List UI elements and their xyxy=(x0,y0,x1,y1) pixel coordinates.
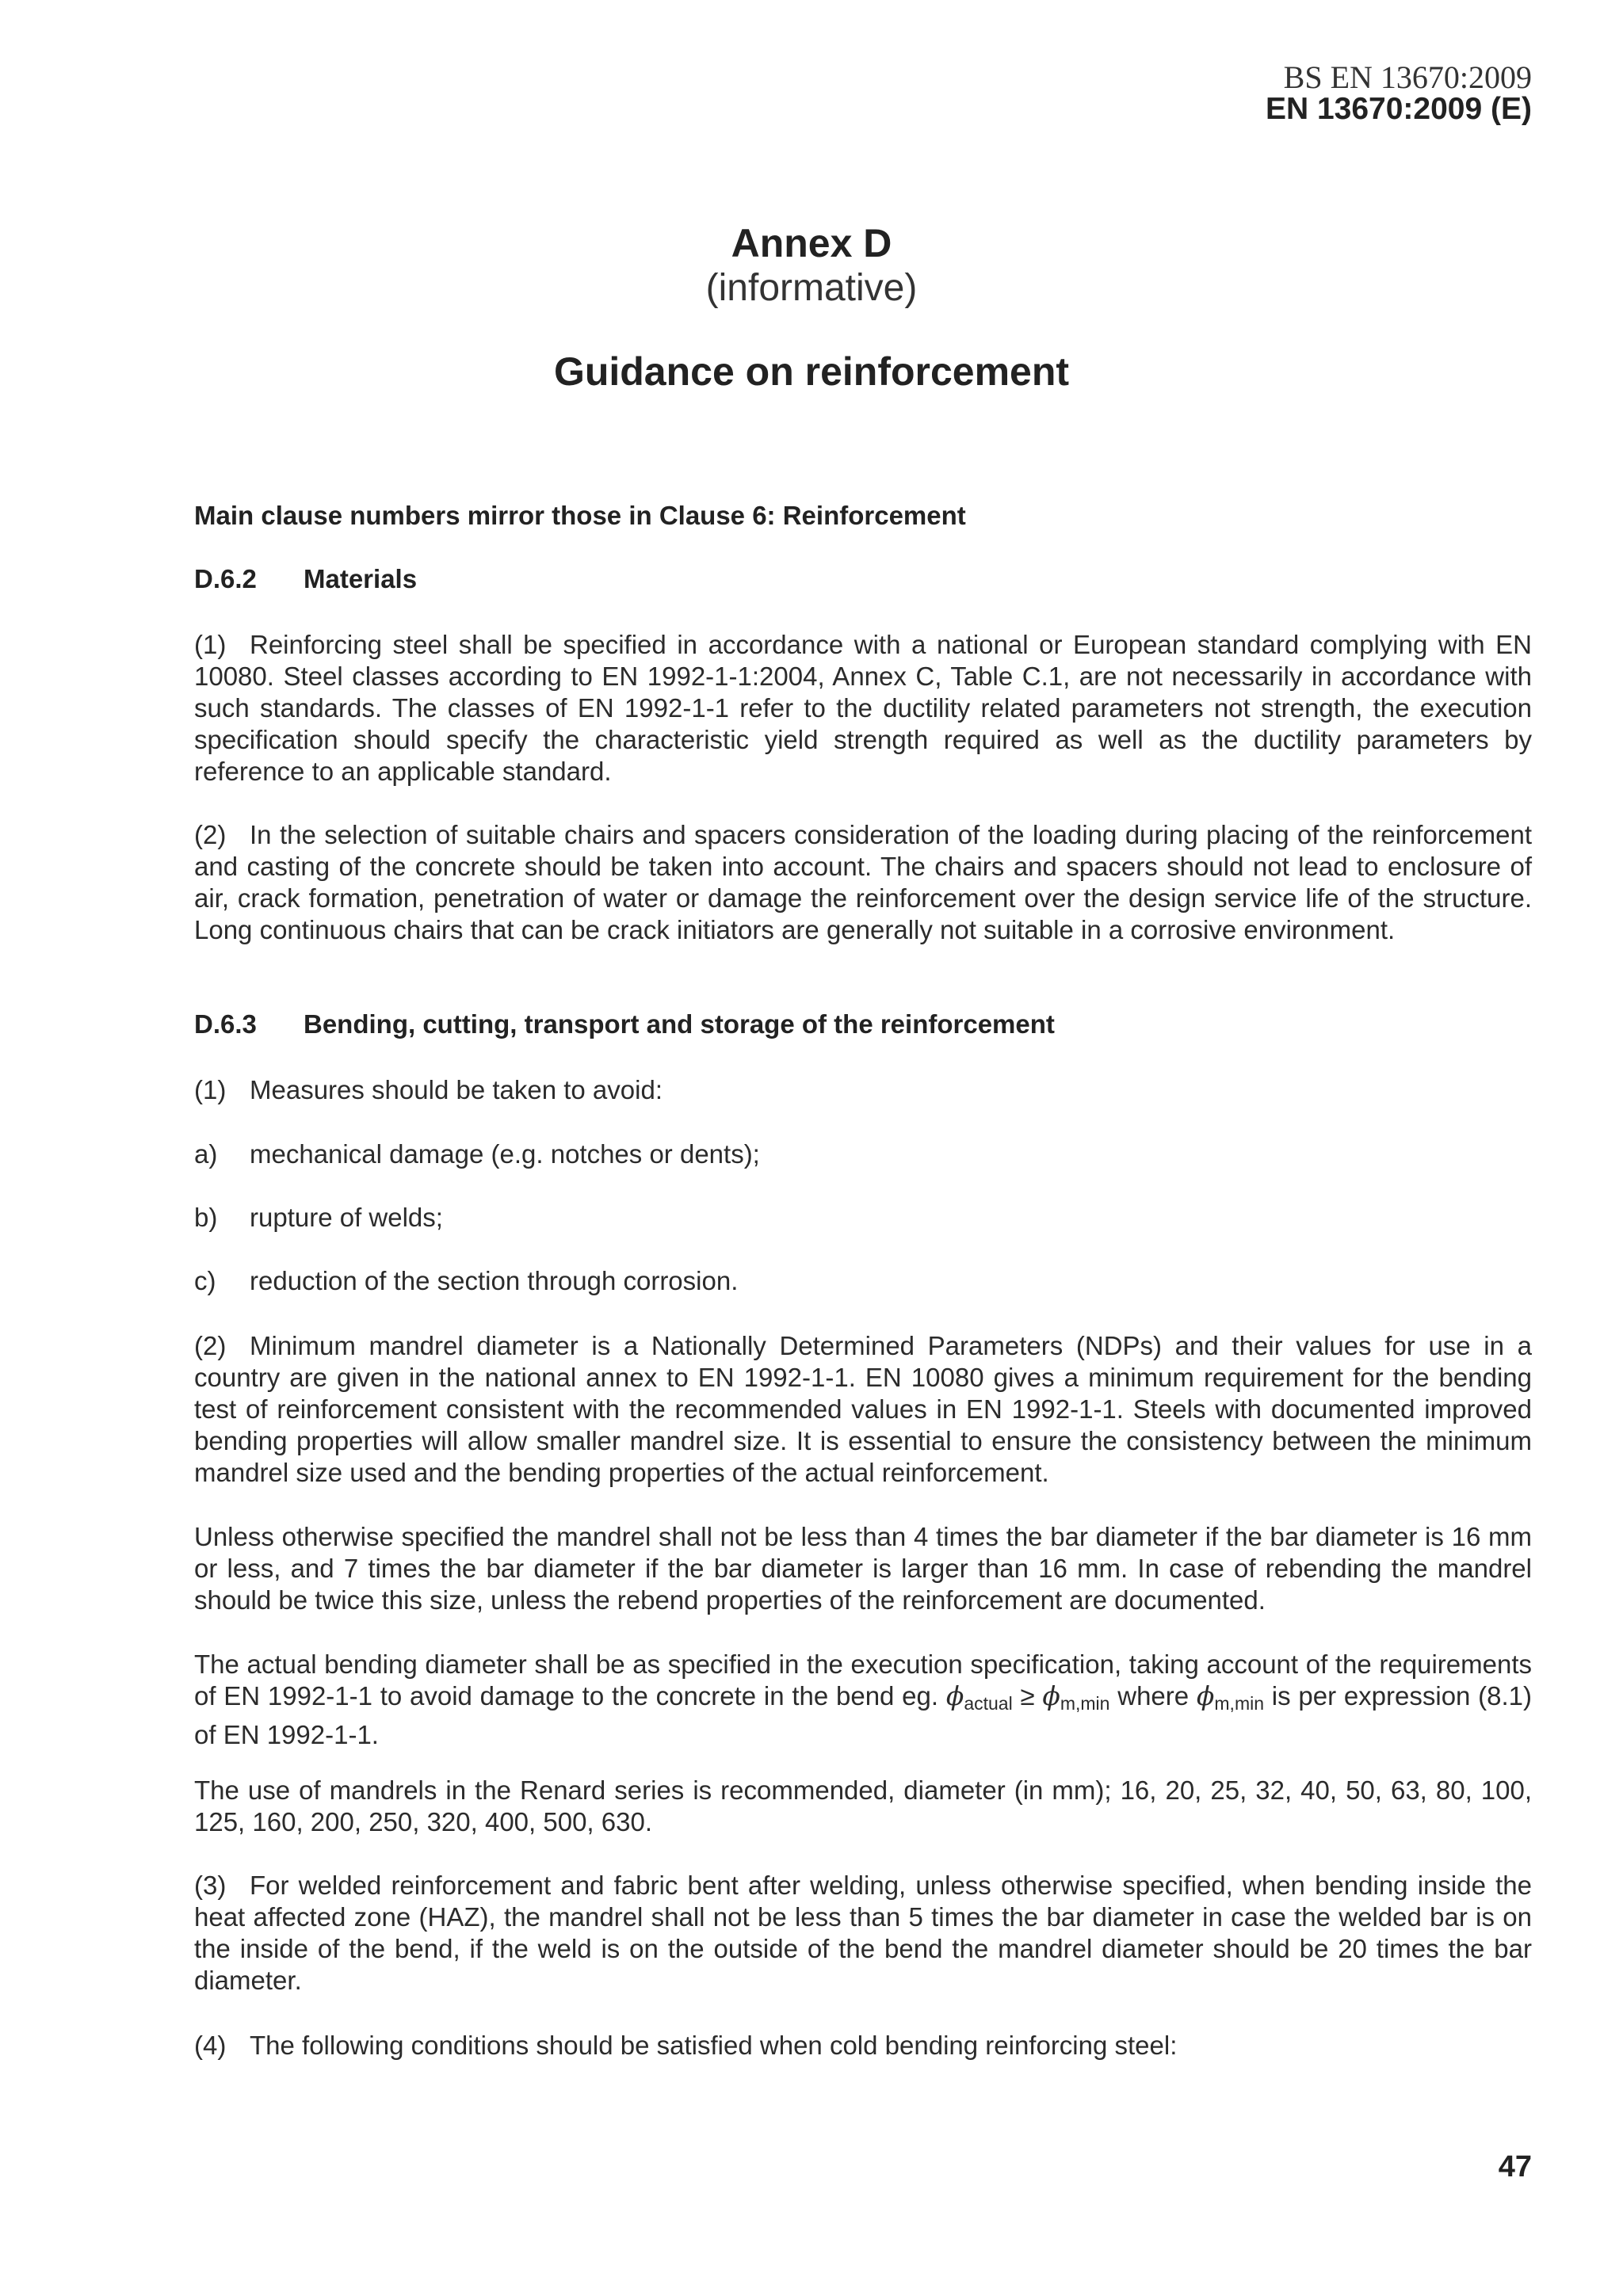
section-heading-d62 xyxy=(194,564,417,594)
section-title: Bending, cutting, transport and storage of the reinforcement xyxy=(304,1009,1055,1039)
paragraph-d63-renard: The use of mandrels in the Renard series is recommended, diameter (in mm); 16, 20, 25, 32, 40, 50, 63, 80, 100, 125, 160, 200, 250, 320, 400, 500, 630. xyxy=(194,1775,1532,1836)
en-standard-code: EN 13670:2009 (E) xyxy=(1265,92,1532,126)
paragraph-text: where xyxy=(1117,1681,1190,1711)
intro-heading: Main clause numbers mirror those in Clause 6: Reinforcement xyxy=(194,501,966,530)
phi-symbol: ϕ xyxy=(1196,1680,1215,1711)
paragraph-text: Measures should be taken to avoid: xyxy=(250,1075,663,1104)
paragraph-text: Minimum mandrel diameter is a Nationally Determined Parameters (NDPs) and their values for use in a country are given in the national annex to EN 1992-1-1. EN 10080 gives a minimum requirement for the bending test of reinforcement consistent with the recommended values in EN 1992-1-1. Steels with documented improved bending properties will allow smaller mandrel size. It is essential to ensure the consistency between the minimum mandrel size used and the bending properties of the actual reinforcement. xyxy=(194,1331,1532,1487)
paragraph-number: (1) xyxy=(194,630,227,659)
paragraph-text: The following conditions should be satisfied when cold bending reinforcing steel: xyxy=(250,2031,1178,2060)
subscript: m,min xyxy=(1214,1693,1265,1714)
ge-symbol: ≥ xyxy=(1020,1681,1035,1711)
subscript: m,min xyxy=(1060,1693,1110,1714)
list-label: c) xyxy=(194,1266,216,1295)
list-text: rupture of welds; xyxy=(250,1203,443,1232)
paragraph-d63-4 xyxy=(194,2030,1532,2061)
section-heading-d63 xyxy=(194,1009,1055,1039)
paragraph-d63-1 xyxy=(194,1074,1532,1106)
paragraph-d62-2 xyxy=(194,819,1532,946)
paragraph-number: (2) xyxy=(194,820,227,849)
list-item xyxy=(194,1266,738,1296)
annex-title: Annex D xyxy=(731,221,892,265)
paragraph-text: In the selection of suitable chairs and spacers consideration of the loading during placing of the reinforcement and casting of the concrete should be taken into account. The chairs and spacers should not lead to enclosure of air, crack formation, penetration of water or damage the reinforcement over the design service life of the structure. Long continuous chairs that can be crack initiators are generally not suitable in a corrosive environment. xyxy=(194,820,1532,944)
list-item xyxy=(194,1203,443,1233)
section-number: D.6.2 xyxy=(194,564,257,593)
paragraph-text: Reinforcing steel shall be specified in accordance with a national or European standard complying with EN 10080. Steel classes according to EN 1992-1-1:2004, Annex C, Table C.1, are not necessarily in accordance with such standards. The classes of EN 1992-1-1 refer to the ductility related parameters not strength, the execution specification should specify the characteristic yield strength required as well as the ductility parameters by reference to an applicable standard. xyxy=(194,630,1532,786)
list-label: a) xyxy=(194,1139,218,1169)
annex-heading: Guidance on reinforcement xyxy=(553,349,1070,394)
annex-type: (informative) xyxy=(705,267,918,309)
phi-symbol: ϕ xyxy=(1042,1680,1060,1711)
paragraph-text: is per expression (8.1) of EN 1992-1-1. xyxy=(194,1681,1533,1749)
section-number: D.6.3 xyxy=(194,1009,257,1039)
paragraph-number: (2) xyxy=(194,1331,227,1360)
list-item xyxy=(194,1139,760,1169)
paragraph-number: (3) xyxy=(194,1871,227,1900)
phi-symbol: ϕ xyxy=(945,1680,964,1711)
paragraph-d63-mandrel-rule: Unless otherwise specified the mandrel shall not be less than 4 times the bar diameter if the bar diameter is 16 mm or less, and 7 times the bar diameter if the bar diameter is larger than 16 mm. In case of rebending the mandrel should be twice this size, unless the rebend properties of the reinforcement are documented. xyxy=(194,1522,1532,1615)
paragraph-d63-2 xyxy=(194,1330,1532,1489)
list-label: b) xyxy=(194,1203,218,1232)
page-number: 47 xyxy=(1498,2150,1532,2183)
paragraph-d62-1 xyxy=(194,629,1532,788)
paragraph-d63-bending-diameter xyxy=(194,1649,1532,1751)
list-text: mechanical damage (e.g. notches or dents); xyxy=(250,1139,760,1169)
paragraph-number: (1) xyxy=(194,1075,227,1104)
bs-standard-code: BS EN 13670:2009 xyxy=(1283,59,1532,95)
section-title: Materials xyxy=(304,564,418,593)
paragraph-text: The actual bending diameter shall be as specified in the execution specification, taking account of the requirements of EN 1992-1-1 to avoid damage to the concrete in the bend eg. xyxy=(194,1650,1532,1711)
paragraph-d63-3 xyxy=(194,1870,1532,1997)
subscript: actual xyxy=(964,1693,1013,1714)
paragraph-text: For welded reinforcement and fabric bent after welding, unless otherwise specified, when bending inside the heat affected zone (HAZ), the mandrel shall not be less than 5 times the bar diameter in case the welded bar is on the inside of the bend, if the weld is on the outside of the bend the mandrel diameter should be 20 times the bar diameter. xyxy=(194,1871,1532,1995)
paragraph-number: (4) xyxy=(194,2031,227,2060)
list-text: reduction of the section through corrosion. xyxy=(250,1266,739,1295)
